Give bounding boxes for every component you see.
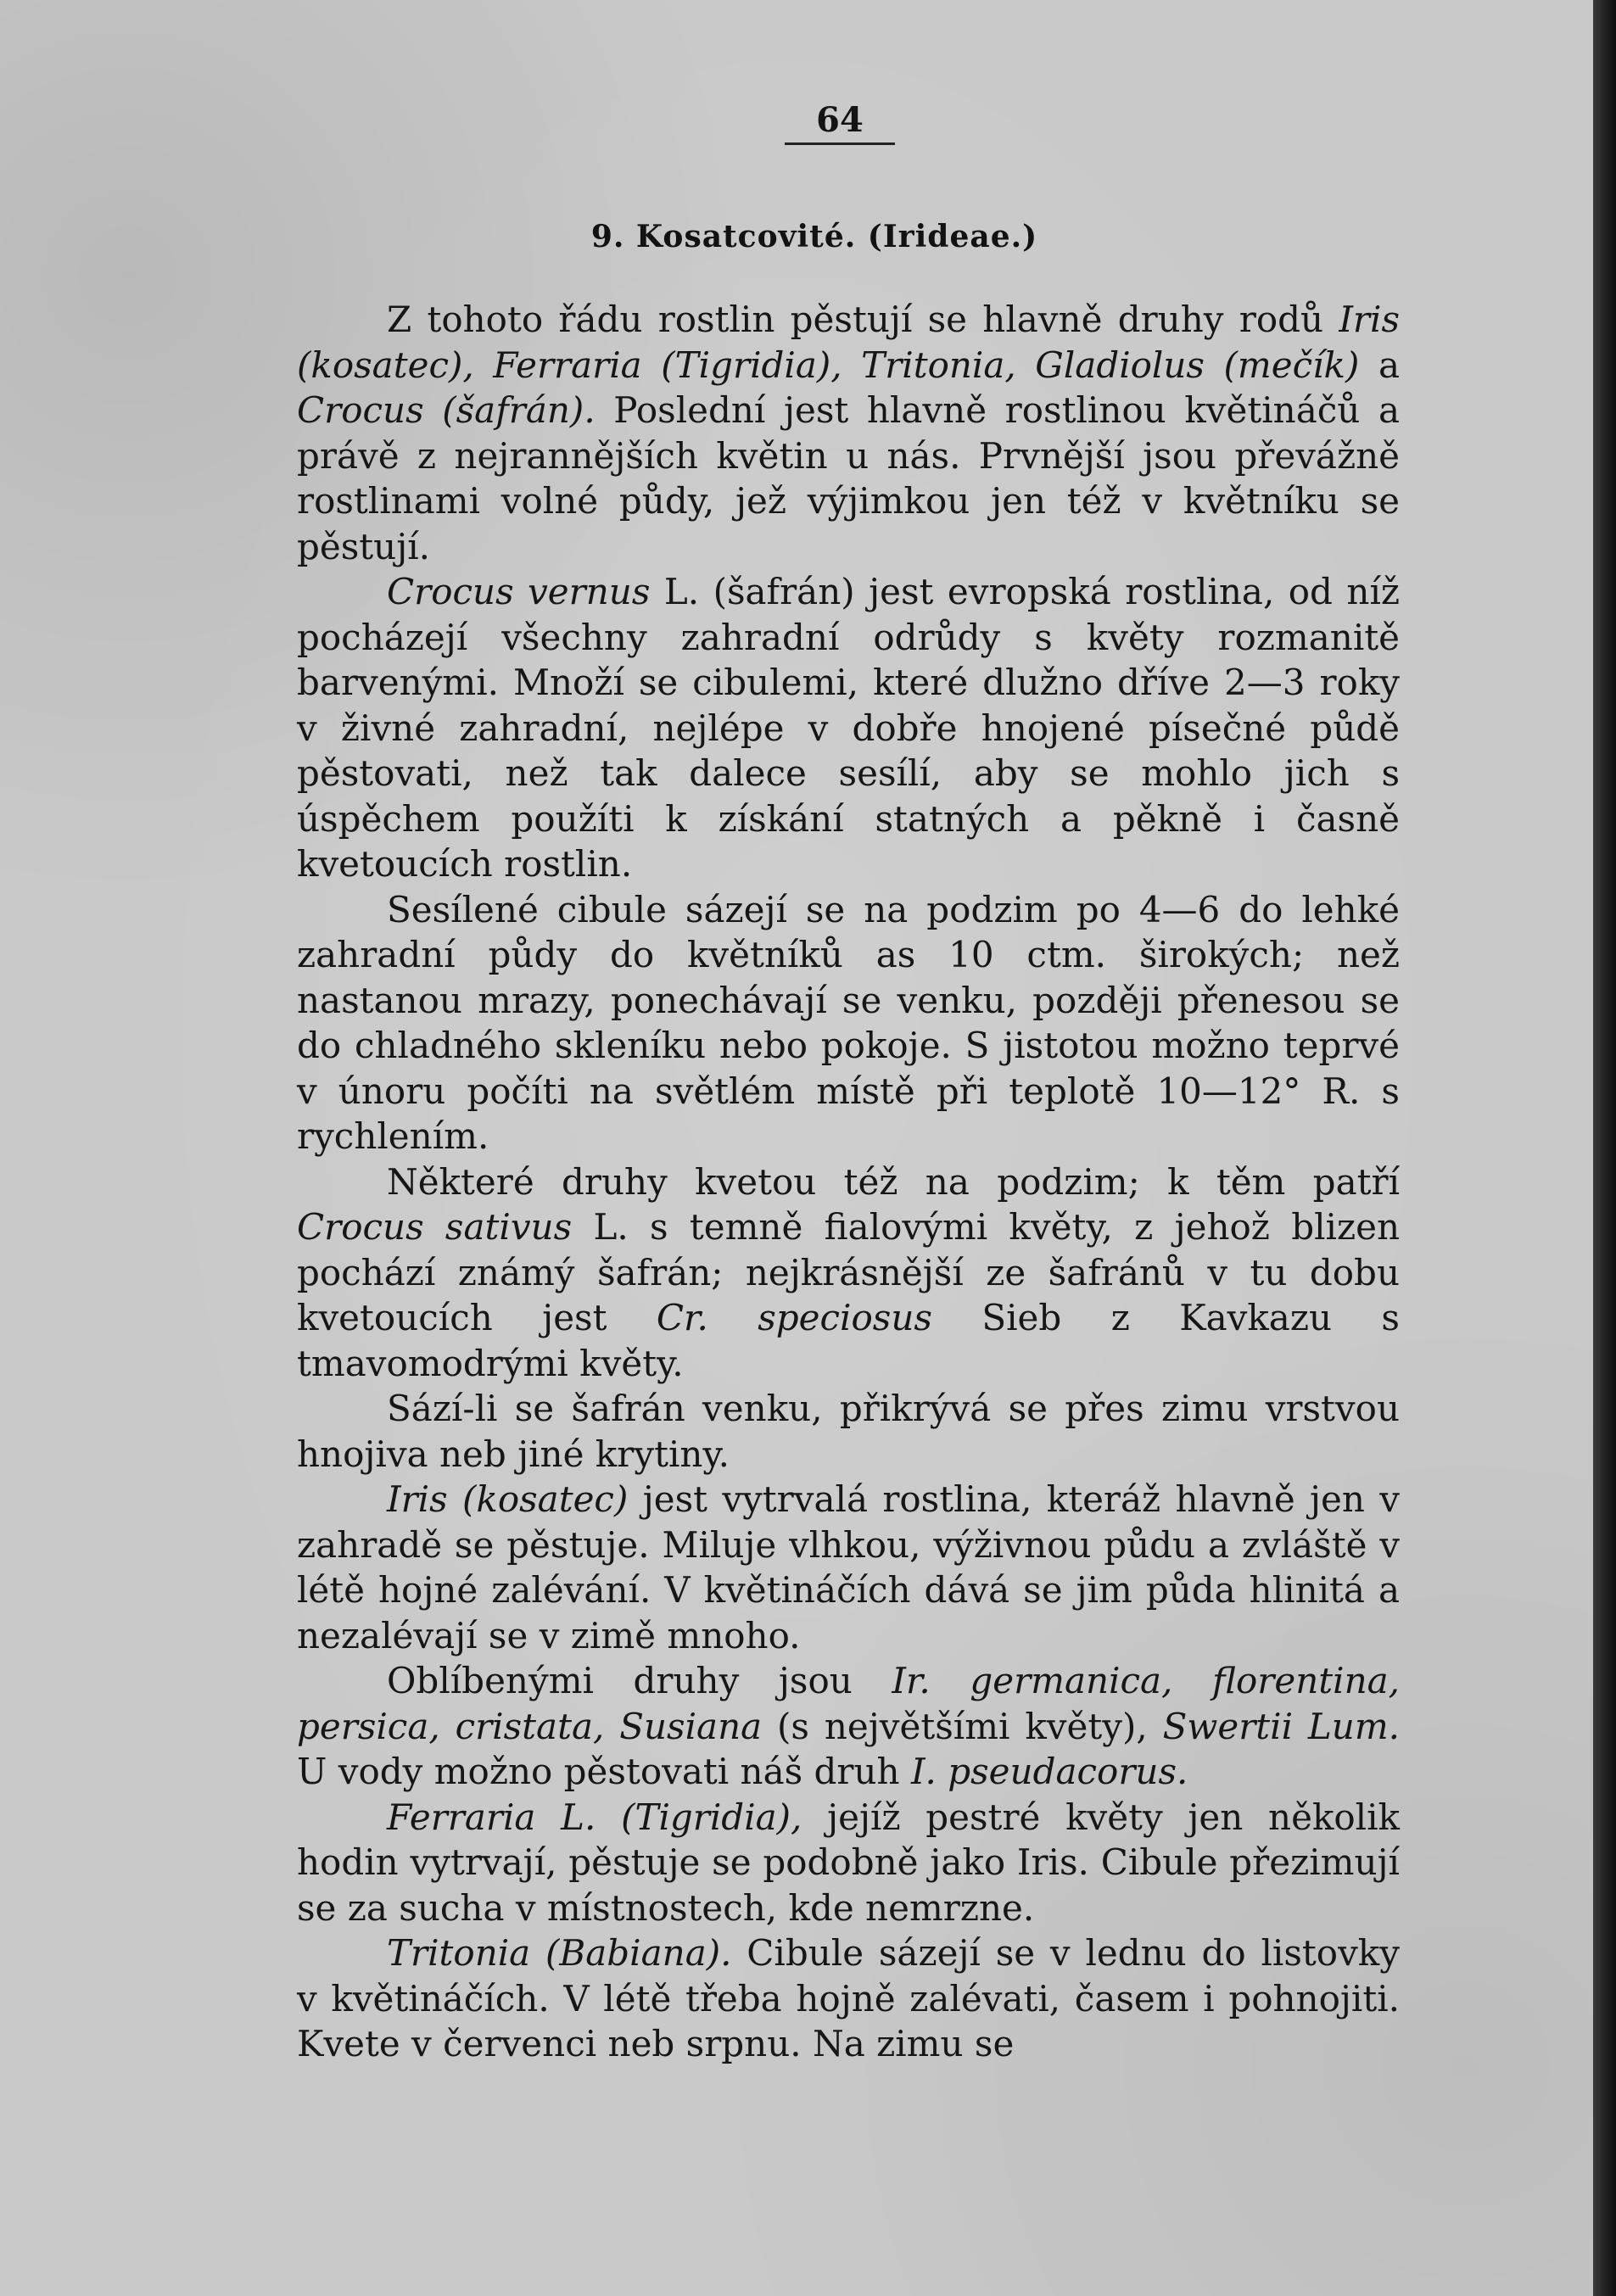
text-run: Sází-li se šafrán venku, přikrývá se přes zimu vrstvou hnojiva neb jiné krytiny. [297, 1388, 1400, 1475]
italic-run: Crocus (šafrán). [297, 389, 596, 431]
paragraph [297, 1658, 1400, 1795]
italic-run: Iris (kosatec) [387, 1478, 629, 1520]
paragraph [297, 569, 1400, 887]
text-run: Oblíbenými druhy jsou [387, 1660, 892, 1701]
text-run: Sesílené cibule sázejí se na podzim po 4—6 do lehké zahradní půdy do květníků as 10 ctm. širokých; než nastanou mrazy, ponechávají se venku, později přenesou se do chladného skleníku nebo pokoje. S jistotou možno teprvé v únoru počíti na světlém místě při teplotě 10—12° R. s rychlením. [297, 888, 1400, 1157]
text-run: jest vytrvalá rostlina, kteráž hlavně jen v zahradě se pěstuje. Miluje vlhkou, výživnou půdu a zvláště v létě hojné zalévání. V květináčích dává se jim půda hlinitá a nezalévají se v zimě mnoho. [297, 1478, 1400, 1656]
paragraph [297, 297, 1400, 569]
text-run: Cibule sázejí se v lednu do listovky v květináčích. V létě třeba hojně zalévati, časem i pohnojiti. Kvete v červenci neb srpnu. Na zimu se [297, 1932, 1400, 2064]
text-run: a [1359, 344, 1401, 386]
text-run: Některé druhy kvetou též na podzim; k těm patří [387, 1160, 1400, 1203]
paragraph [297, 1159, 1400, 1387]
text-run: Sieb z Kavkazu s tmavomodrými květy. [297, 1297, 1400, 1384]
paragraph [297, 887, 1400, 1159]
text-run: L. s temně fialovými květy, z jehož blizen pochází známý šafrán; nejkrásnější ze šafránů v tu dobu kvetoucích jest [297, 1206, 1400, 1338]
italic-run: I. pseudacorus. [910, 1751, 1188, 1792]
text-run: U vody možno pěstovati náš druh [297, 1751, 911, 1792]
italic-run: Ir. germanica, florentina, persica, cristata, Susiana [297, 1660, 1401, 1747]
text-run: L. (šafrán) jest evropská rostlina, od níž pocházejí všechny zahradní odrůdy s květy rozmanitě barvenými. Množí se cibulemi, které dlužno dříve 2—3 roky v živné zahradní, nejlépe v dobře hnojené písečné půdě pěstovati, než tak dalece sesílí, aby se mohlo jich s úspěchem použíti k získání statných a pěkně i časně kvetoucích rostlin. [297, 571, 1400, 885]
paragraph [297, 1930, 1400, 2067]
text-run: Poslední jest hlavně rostlinou květináčů a právě z nejrannějších květin u nás. Prvnější jsou převážně rostlinami volné půdy, jež výjimkou jen též v květníku se pěstují. [297, 389, 1400, 567]
text-run: (s největšími květy), [762, 1705, 1163, 1747]
italic-run: Swertii Lum. [1162, 1705, 1400, 1747]
italic-run: Crocus vernus [387, 571, 651, 612]
paragraph [297, 1477, 1400, 1658]
page-number: 64 [816, 100, 864, 140]
body-text [297, 297, 1400, 2067]
text-run: Z tohoto řádu rostlin pěstují se hlavně druhy rodů [387, 299, 1339, 340]
scan-edge [1593, 0, 1616, 2296]
italic-run: Iris (kosatec), Ferraria (Tigridia), Tritonia, Gladiolus (mečík) [297, 299, 1400, 386]
italic-run: Ferraria L. (Tigridia), [387, 1796, 802, 1838]
page-number-rule [785, 142, 895, 145]
text-run: jejíž pestré květy jen několik hodin vytrvají, pěstuje se podobně jako Iris. Cibule přezimují se za sucha v místnostech, kde nemrzne. [297, 1796, 1400, 1929]
italic-run: Crocus sativus [297, 1206, 573, 1248]
paragraph [297, 1386, 1400, 1477]
section-heading: 9. Kosatcovité. (Irideae.) [590, 219, 1038, 254]
italic-run: Cr. speciosus [656, 1297, 932, 1338]
italic-run: Tritonia (Babiana). [387, 1932, 732, 1974]
paragraph [297, 1795, 1400, 1931]
